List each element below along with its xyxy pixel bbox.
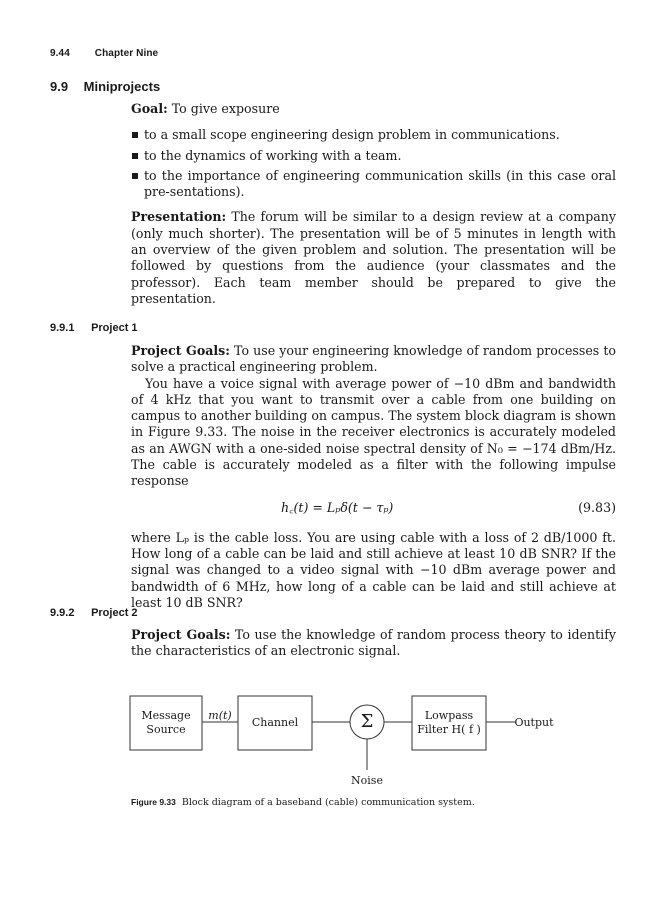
sigma-icon: Σ <box>360 711 374 732</box>
project2-heading <box>50 607 138 619</box>
chapter-title: Chapter Nine <box>94 48 159 59</box>
figure-caption-text: Block diagram of a baseband (cable) communication system. <box>181 797 475 808</box>
signal-label: m(t) <box>208 709 232 722</box>
bullet-square-icon <box>132 153 138 159</box>
section-heading <box>50 79 160 94</box>
project2-goals-text: To use the knowledge of random process theory to identify the characteristics of an electronic signal. <box>131 627 616 659</box>
project1-goals <box>131 343 616 376</box>
project1-paragraph-2: where Lₚ is the cable loss. You are using cable with a loss of 2 dB/1000 ft. How long of a cable can be laid and still achieve at least 10 dB SNR? If the signal was changed to a video signal with −10 dBm average power and bandwidth of 6 MHz, how long of a cable can be laid and still achieve at least 10 dB SNR? <box>131 529 616 610</box>
page-number: 9.44 <box>50 48 70 59</box>
equation-number: (9.83) <box>578 499 616 515</box>
section-number: 9.9 <box>50 79 69 94</box>
list-item: to a small scope engineering design problem in communications. <box>131 127 616 143</box>
bullet-square-icon <box>132 132 138 138</box>
goal-label: Goal: <box>131 101 168 116</box>
project2-number: 9.9.2 <box>50 607 75 619</box>
output-label: Output <box>514 716 554 729</box>
running-header <box>50 48 158 59</box>
presentation-paragraph <box>131 209 616 307</box>
project1-block <box>131 343 616 611</box>
project1-heading <box>50 322 138 334</box>
project1-goals-label: Project Goals: <box>131 343 230 358</box>
project1-title: Project 1 <box>91 322 138 334</box>
project2-title: Project 2 <box>91 607 138 619</box>
goal-paragraph <box>131 101 616 117</box>
list-item: to the dynamics of working with a team. <box>131 148 616 164</box>
equation: h꜀(t) = Lₚδ(t − τₚ) <box>281 499 394 515</box>
project2-goals-label: Project Goals: <box>131 627 231 642</box>
project1-number: 9.9.1 <box>50 322 75 334</box>
project2-block <box>131 627 616 660</box>
channel-label: Channel <box>251 716 299 729</box>
equation-row <box>131 500 616 516</box>
noise-label: Noise <box>351 774 383 787</box>
project1-goals-text: To use your engineering knowledge of random processes to solve a practical engineering problem. <box>131 343 616 375</box>
presentation-label: Presentation: <box>131 209 227 225</box>
message-source-label: Message Source <box>141 709 191 736</box>
bullet-square-icon <box>132 173 138 179</box>
list-item: to the importance of engineering communication skills (in this case oral pre-sentations). <box>131 168 616 201</box>
goal-text: To give exposure <box>167 101 280 116</box>
goal-bullet-list <box>131 127 616 200</box>
lowpass-filter-label: Lowpass Filter H( f ) <box>417 709 481 736</box>
project1-paragraph-1: You have a voice signal with average power of −10 dBm and bandwidth of 4 kHz that you want to transmit over a cable from one building on campus to another building on campus. The system block diagram is shown in Figure 9.33. The noise in the receiver electronics is accurately modeled as an AWGN with a one-sided noise spectral density of N₀ = −174 dBm/Hz. The cable is accurately modeled as a filter with the following impulse response <box>131 375 616 489</box>
project2-goals <box>131 627 616 660</box>
figure-caption <box>131 797 475 808</box>
section-title: Miniprojects <box>83 79 161 94</box>
intro-block <box>131 101 616 307</box>
figure-label: Figure 9.33 <box>131 797 176 807</box>
presentation-text: The forum will be similar to a design review at a company (only much shorter). The presentation will be of 5 minutes in length with an overview of the given problem and solution. The presentation will be followed by questions from the audience (your classmates and the professor). Each team member should be prepared to give the presentation. <box>131 209 616 306</box>
